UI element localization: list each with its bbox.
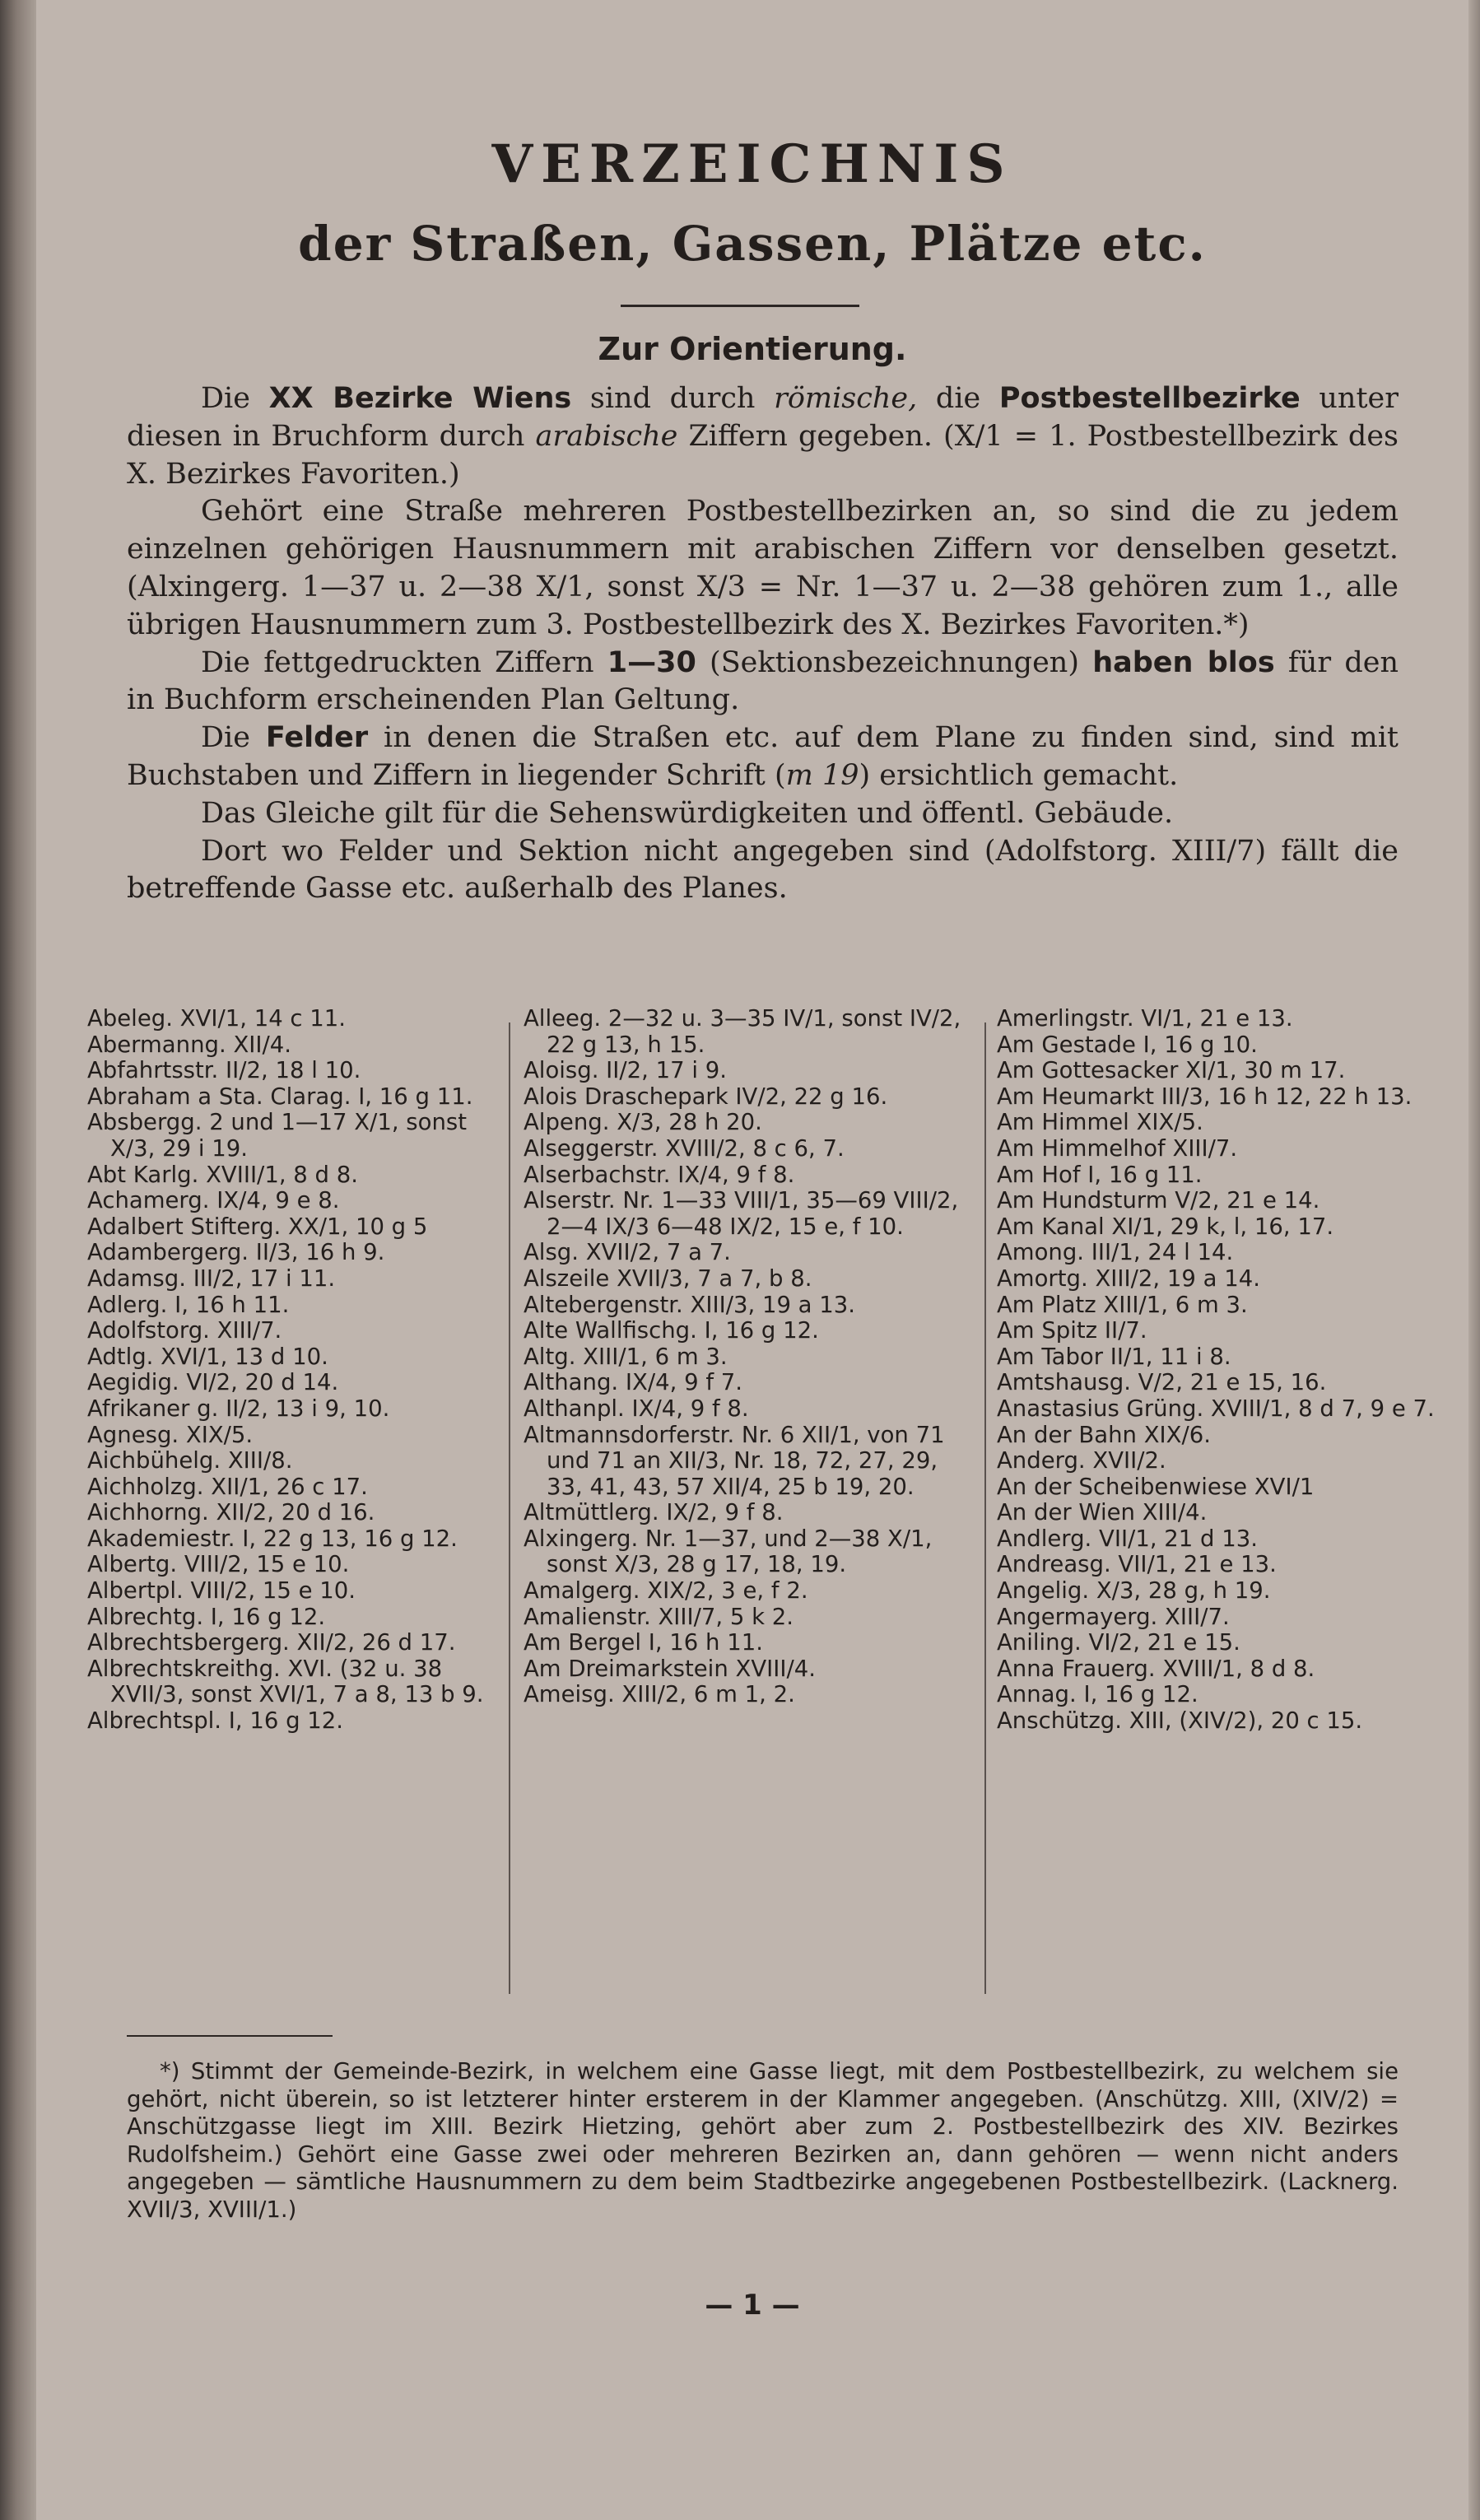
street-entry: Amalienstr. XIII/7, 5 k 2. <box>524 1603 794 1630</box>
title-divider <box>621 305 859 307</box>
street-entry: Angermayerg. XIII/7. <box>997 1603 1230 1630</box>
street-entry: Adlerg. I, 16 h 11. <box>87 1291 290 1318</box>
p3-bold-numbers: 1—30 <box>607 645 696 679</box>
street-entry: Adolfstorg. XIII/7. <box>87 1317 282 1344</box>
street-index <box>87 1006 1458 1998</box>
p1-bold-postal: Postbestellbezirke <box>998 382 1301 415</box>
street-entry: Annag. I, 16 g 12. <box>997 1681 1198 1708</box>
street-entry: Am Heumarkt III/3, 16 h 12, 22 h 13. <box>997 1083 1413 1110</box>
street-entry: Albrechtskreithg. XVI. (32 u. 38 XVII/3, sonst XVI/1, 7 a 8, 13 b 9. <box>87 1655 484 1708</box>
column-divider <box>984 1022 986 1994</box>
street-entry: Alleeg. 2—32 u. 3—35 IV/1, sonst IV/2, 22 g 13, h 15. <box>524 1006 961 1058</box>
p1-text-a: Die <box>201 382 269 415</box>
orientation-heading: Zur Orientierung. <box>598 331 907 367</box>
street-entry: Ameisg. XIII/2, 6 m 1, 2. <box>524 1681 795 1708</box>
street-entry: Absbergg. 2 und 1—17 X/1, sonst X/3, 29 i 19. <box>87 1109 467 1162</box>
street-entry: Am Himmel XIX/5. <box>997 1109 1203 1136</box>
street-entry: Among. III/1, 24 l 14. <box>997 1239 1234 1266</box>
street-entry: Albertpl. VIII/2, 15 e 10. <box>87 1577 356 1605</box>
p1-text-g: unter diesen in Bruchform durch <box>127 382 1399 453</box>
book-page <box>36 0 1468 2520</box>
street-entry: Anna Frauerg. XVIII/1, 8 d 8. <box>997 1655 1315 1682</box>
street-entry: Alsg. XVII/2, 7 a 7. <box>524 1239 731 1266</box>
street-entry: Alseggerstr. XVIII/2, 8 c 6, 7. <box>524 1134 845 1162</box>
street-entry: Althanpl. IX/4, 9 f 8. <box>524 1395 749 1422</box>
p4-bold-felder: Felder <box>265 721 369 755</box>
orientation-paragraph-5: Das Gleiche gilt für die Sehenswürdigkeiten und öffentl. Gebäude. <box>201 796 1174 830</box>
street-entry: Altg. XIII/1, 6 m 3. <box>524 1343 728 1370</box>
street-entry: Adalbert Stifterg. XX/1, 10 g 5 <box>87 1213 428 1240</box>
index-column-1 <box>87 1006 499 1998</box>
street-entry: Alszeile XVII/3, 7 a 7, b 8. <box>524 1265 812 1292</box>
page-number: — 1 — <box>705 2289 800 2322</box>
page-title: VERZEICHNIS <box>491 133 1013 195</box>
street-entry: Althang. IX/4, 9 f 7. <box>524 1369 742 1396</box>
street-entry: Adamsg. III/2, 17 i 11. <box>87 1265 336 1292</box>
p1-bold-districts: XX Bezirke Wiens <box>268 382 572 415</box>
street-entry: Am Hundsturm V/2, 21 e 14. <box>997 1187 1320 1214</box>
street-entry: Abeleg. XVI/1, 14 c 11. <box>87 1006 347 1032</box>
street-entry: Anastasius Grüng. XVIII/1, 8 d 7, 9 e 7. <box>997 1395 1435 1422</box>
street-entry: An der Wien XIII/4. <box>997 1499 1208 1526</box>
p4-italic-example: m 19 <box>785 758 859 792</box>
p1-text-e: die <box>917 382 999 415</box>
street-entry: Altmüttlerg. IX/2, 9 f 8. <box>524 1499 784 1526</box>
street-entry: Agnesg. XIX/5. <box>87 1421 254 1448</box>
street-entry: Am Tabor II/1, 11 i 8. <box>997 1343 1231 1370</box>
street-entry: Am Dreimarkstein XVIII/4. <box>524 1655 816 1682</box>
street-entry: Abt Karlg. XVIII/1, 8 d 8. <box>87 1161 358 1188</box>
column-divider <box>509 1022 510 1994</box>
street-entry: Am Hof I, 16 g 11. <box>997 1161 1203 1188</box>
street-entry: Anschützg. XIII, (XIV/2), 20 c 15. <box>997 1707 1363 1735</box>
street-entry: Albrechtg. I, 16 g 12. <box>87 1603 326 1630</box>
p3-text-a: Die fettgedruckten Ziffern <box>201 645 607 679</box>
orientation-paragraph-6: Dort wo Felder und Sektion nicht angegeben sind (Adolfstorg. XIII/7) fällt die betreffende Gasse etc. außerhalb des Planes. <box>127 834 1399 906</box>
street-entry: Am Kanal XI/1, 29 k, l, 16, 17. <box>997 1213 1334 1240</box>
street-entry: Abraham a Sta. Clarag. I, 16 g 11. <box>87 1083 473 1110</box>
footnote-text: *) Stimmt der Gemeinde-Bezirk, in welchem eine Gasse liegt, mit dem Postbestellbezirk, zu welchem sie gehört, nicht überein, so ist letzterer hinter ersterem in der Klammer angegeben. (Anschützg. XIII, (XIV/2) = Anschützgasse liegt im XIII. Bezirk Hietzing, gehört aber zum 2. Postbestellbezirk des XIV. Bezirkes Rudolfsheim.) Gehört eine Gasse zwei oder mehreren Bezirken an, dann gehören — wenn nicht anders angegeben — sämtliche Hausnummern zu dem beim Stadtbezirke angegebenen Postbestellbezirk. (Lacknerg. XVII/3, XVIII/1.) <box>127 2058 1399 2223</box>
street-entry: Afrikaner g. II/2, 13 i 9, 10. <box>87 1395 390 1422</box>
street-entry: Andreasg. VII/1, 21 e 13. <box>997 1551 1277 1578</box>
street-entry: Am Gottesacker XI/1, 30 m 17. <box>997 1057 1346 1084</box>
street-entry: Aichhorng. XII/2, 20 d 16. <box>87 1499 375 1526</box>
street-entry: Adambergerg. II/3, 16 h 9. <box>87 1239 385 1266</box>
page-edge <box>1468 0 1480 2520</box>
footnote-divider <box>127 2035 333 2037</box>
street-entry: Altmannsdorferstr. Nr. 6 XII/1, von 71 und 71 an XII/3, Nr. 18, 72, 27, 29, 33, 41, 43, 57 XII/4, 25 b 19, 20. <box>524 1421 945 1500</box>
street-entry: Albrechtsbergerg. XII/2, 26 d 17. <box>87 1629 456 1656</box>
p3-text-e: für den in Buchform erscheinenden Plan Geltung. <box>127 645 1399 717</box>
orientation-paragraph-4 <box>127 720 1399 795</box>
p4-text-a: Die <box>201 721 266 755</box>
street-entry: Adtlg. XVI/1, 13 d 10. <box>87 1343 328 1370</box>
street-entry: Alxingerg. Nr. 1—37, und 2—38 X/1, sonst X/3, 28 g 17, 18, 19. <box>524 1525 933 1578</box>
street-entry: Alserbachstr. IX/4, 9 f 8. <box>524 1161 795 1188</box>
orientation-paragraph-3 <box>127 645 1399 720</box>
street-entry: Abfahrtsstr. II/2, 18 l 10. <box>87 1057 361 1084</box>
p1-italic-arabic: arabische <box>535 419 678 453</box>
index-column-2 <box>524 1006 972 1998</box>
street-entry: Alois Draschepark IV/2, 22 g 16. <box>524 1083 888 1110</box>
street-entry: Achamerg. IX/4, 9 e 8. <box>87 1187 340 1214</box>
street-entry: Amerlingstr. VI/1, 21 e 13. <box>997 1006 1293 1032</box>
street-entry: Alserstr. Nr. 1—33 VIII/1, 35—69 VIII/2, 2—4 IX/3 6—48 IX/2, 15 e, f 10. <box>524 1187 959 1240</box>
street-entry: Amtshausg. V/2, 21 e 15, 16. <box>997 1369 1327 1396</box>
street-entry: Aichbühelg. XIII/8. <box>87 1447 293 1474</box>
street-entry: Anderg. XVII/2. <box>997 1447 1166 1474</box>
p3-text-c: (Sektionsbezeichnungen) <box>696 645 1093 679</box>
street-entry: Am Himmelhof XIII/7. <box>997 1134 1238 1162</box>
page-subtitle: der Straßen, Gassen, Plätze etc. <box>298 216 1207 272</box>
street-entry: Am Platz XIII/1, 6 m 3. <box>997 1291 1248 1318</box>
street-entry: Andlerg. VII/1, 21 d 13. <box>997 1525 1258 1552</box>
p4-text-e: ) ersichtlich gemacht. <box>859 758 1179 792</box>
street-entry: Aniling. VI/2, 21 e 15. <box>997 1629 1240 1656</box>
street-entry: Albrechtspl. I, 16 g 12. <box>87 1707 344 1735</box>
street-entry: Alte Wallfischg. I, 16 g 12. <box>524 1317 819 1344</box>
street-entry: Am Bergel I, 16 h 11. <box>524 1629 763 1656</box>
orientation-paragraph-1 <box>127 380 1399 493</box>
book-spine <box>0 0 36 2520</box>
street-entry: Angelig. X/3, 28 g, h 19. <box>997 1577 1271 1605</box>
street-entry: Amortg. XIII/2, 19 a 14. <box>997 1265 1260 1292</box>
street-entry: Amalgerg. XIX/2, 3 e, f 2. <box>524 1577 808 1605</box>
street-entry: Akademiestr. I, 22 g 13, 16 g 12. <box>87 1525 458 1552</box>
street-entry: An der Scheibenwiese XVI/1 <box>997 1473 1315 1500</box>
p1-text-i: Ziffern gegeben. (X/1 = 1. Postbestellbezirk des X. Bezirkes Favoriten.) <box>127 419 1399 491</box>
street-entry: Am Spitz II/7. <box>997 1317 1147 1344</box>
street-entry: Aegidig. VI/2, 20 d 14. <box>87 1369 339 1396</box>
p4-text-c: in denen die Straßen etc. auf dem Plane zu finden sind, sind mit Buchstaben und Ziffern in liegender Schrift ( <box>127 721 1399 792</box>
orientation-text <box>127 380 1399 908</box>
index-column-3 <box>997 1006 1458 1998</box>
street-entry: An der Bahn XIX/6. <box>997 1421 1212 1448</box>
footnote <box>127 2058 1399 2224</box>
street-entry: Albertg. VIII/2, 15 e 10. <box>87 1551 350 1578</box>
orientation-paragraph-2: Gehört eine Straße mehreren Postbestellbezirken an, so sind die zu jedem einzelnen gehörigen Hausnummern mit arabischen Ziffern vor denselben gesetzt. (Alxingerg. 1—37 u. 2—38 X/1, sonst X/3 = Nr. 1—37 u. 2—38 gehören zum 1., alle übrigen Hausnummern zum 3. Postbestellbezirk des X. Bezirkes Favoriten.*) <box>127 495 1399 641</box>
street-entry: Abermanng. XII/4. <box>87 1031 292 1058</box>
p3-bold-blos: haben blos <box>1092 645 1275 679</box>
street-entry: Aichholzg. XII/1, 26 c 17. <box>87 1473 368 1500</box>
street-entry: Am Gestade I, 16 g 10. <box>997 1031 1258 1058</box>
street-entry: Altebergenstr. XIII/3, 19 a 13. <box>524 1291 856 1318</box>
p1-text-c: sind durch <box>571 382 775 415</box>
street-entry: Alpeng. X/3, 28 h 20. <box>524 1109 762 1136</box>
street-entry: Aloisg. II/2, 17 i 9. <box>524 1057 728 1084</box>
p1-italic-roman: römische, <box>774 382 918 415</box>
